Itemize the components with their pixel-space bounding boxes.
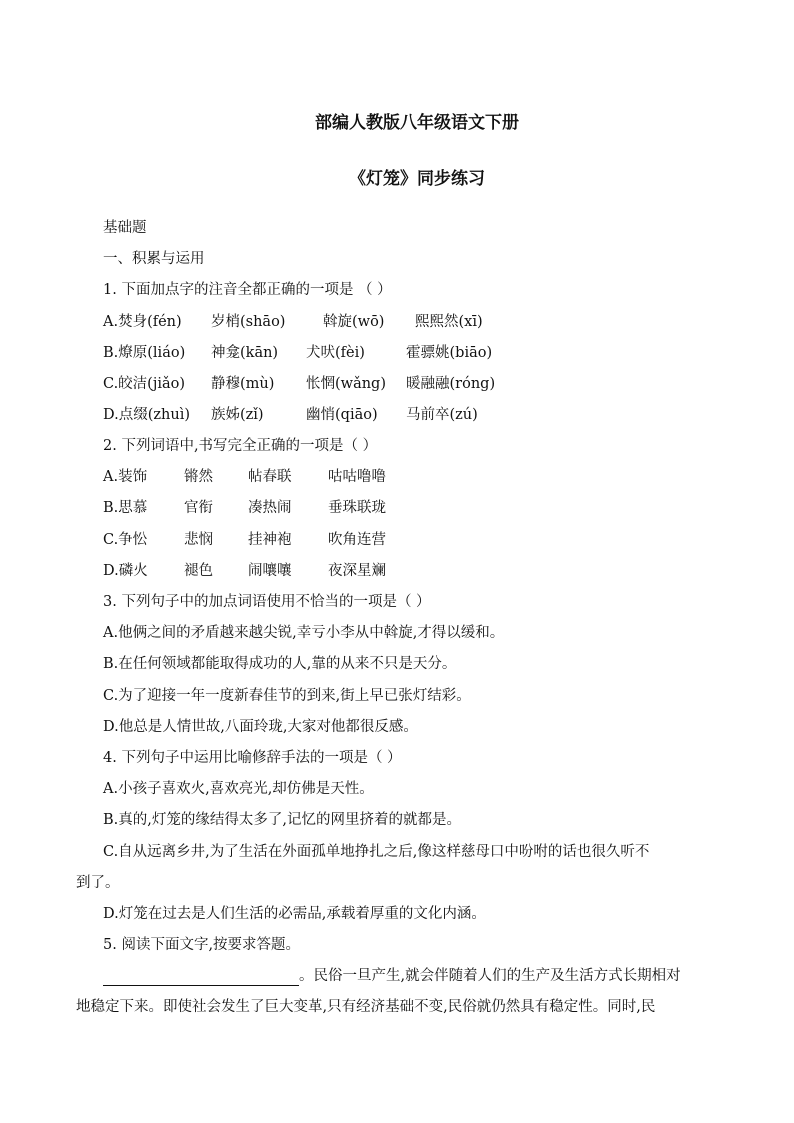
option-item: 斡旋(wō) [323,314,385,330]
question-4-option-d: D.灯笼在过去是人们生活的必需品,承载着厚重的文化内涵。 [103,906,486,922]
option-item: 闹嚷嚷 [248,563,292,579]
fill-in-blank[interactable] [103,970,299,986]
document-title: 部编人教版八年级语文下册 [315,113,519,133]
option-item: 垂珠联珑 [328,500,386,516]
option-item: C.皎洁(jiǎo) [103,376,186,392]
option-item: B.燎原(liáo) [103,345,186,361]
question-5-stem: 5. 阅读下面文字,按要求答题。 [103,937,301,953]
question-4-option-c: C.自从远离乡井,为了生活在外面孤单地挣扎之后,像这样慈母口中吩咐的话也很久听不 [103,844,650,860]
section-heading-one: 一、积累与运用 [103,251,205,267]
question-3-option-b: B.在任何领域都能取得成功的人,靠的从来不只是天分。 [103,656,457,672]
question-3-option-a: A.他俩之间的矛盾越来越尖锐,幸亏小李从中斡旋,才得以缓和。 [103,625,505,641]
option-item: 族姊(zǐ) [211,407,264,423]
option-item: 悲悯 [184,532,213,548]
option-item: D.磷火 [103,563,148,579]
option-item: 神龛(kān) [211,345,279,361]
option-item: B.思慕 [103,500,148,516]
option-item: 暖融融(róng) [406,376,496,392]
document-subtitle: 《灯笼》同步练习 [349,169,485,189]
question-4-option-b: B.真的,灯笼的缘结得太多了,记忆的网里挤着的就都是。 [103,812,461,828]
option-item: 吹角连营 [328,532,386,548]
option-item: 夜深星斓 [328,563,386,579]
question-5-paragraph-line-1 [103,966,681,986]
option-item: 咕咕噜噜 [328,469,386,485]
question-3-option-c: C.为了迎接一年一度新春佳节的到来,街上早已张灯结彩。 [103,688,471,704]
paragraph-text: 。民俗一旦产生,就会伴随着人们的生产及生活方式长期相对 [299,968,681,984]
option-item: 犬吠(fèi) [306,345,365,361]
option-item: 挂神袍 [248,532,292,548]
option-item: 官衔 [184,500,213,516]
question-4-option-a: A.小孩子喜欢火,喜欢亮光,却仿佛是天性。 [103,781,374,797]
question-2-stem: 2. 下列词语中,书写完全正确的一项是（ ） [103,438,378,454]
option-item: C.争忪 [103,532,148,548]
section-heading-basic: 基础题 [103,220,147,236]
question-4-option-c-continued: 到了。 [76,875,120,891]
option-item: D.点缀(zhuì) [103,407,190,423]
question-4-stem: 4. 下列句子中运用比喻修辞手法的一项是（ ） [103,750,402,766]
option-item: 熙熙然(xī) [415,314,483,330]
question-3-stem: 3. 下列句子中的加点词语使用不恰当的一项是（ ） [103,594,431,610]
option-item: 怅惘(wǎng) [306,376,386,392]
option-item: 凑热闹 [248,500,292,516]
option-item: A.焚身(fén) [103,314,182,330]
option-item: 霍骠姚(biāo) [406,345,493,361]
option-item: 岁梢(shāo) [211,314,286,330]
option-item: 静穆(mù) [211,376,275,392]
option-item: A.装饰 [103,469,148,485]
option-item: 锵然 [184,469,213,485]
question-1-stem: 1. 下面加点字的注音全都正确的一项是 （ ） [103,282,392,298]
option-item: 幽悄(qiāo) [306,407,378,423]
question-3-option-d: D.他总是人情世故,八面玲珑,大家对他都很反感。 [103,719,418,735]
option-item: 褪色 [184,563,213,579]
option-item: 帖春联 [248,469,292,485]
question-5-paragraph-line-2: 地稳定下来。即使社会发生了巨大变革,只有经济基础不变,民俗就仍然具有稳定性。同时,民 [76,999,656,1015]
option-item: 马前卒(zú) [406,407,478,423]
